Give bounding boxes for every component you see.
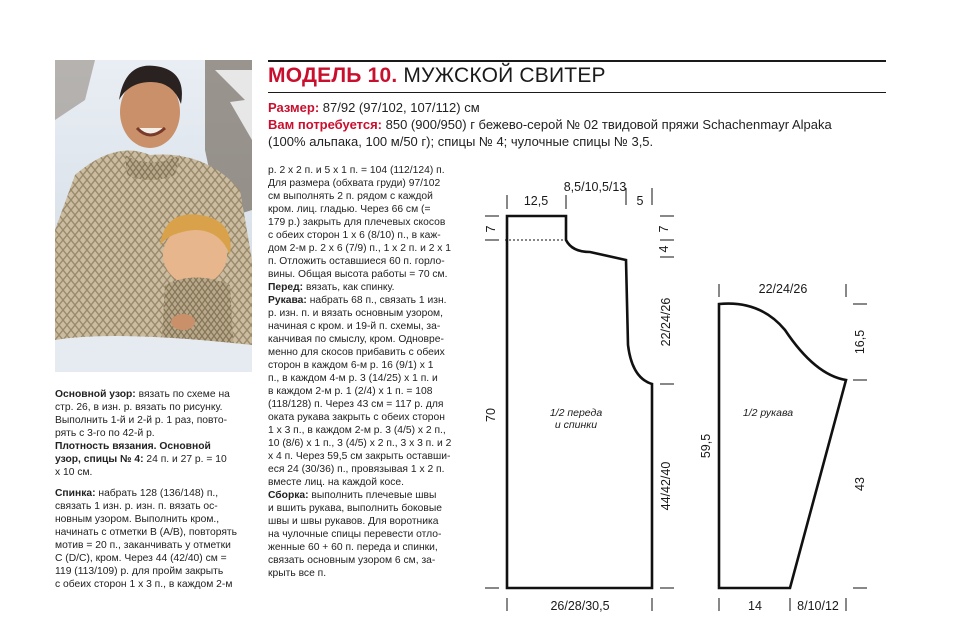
text-line: новным узором. Выполнить кром.,: [55, 514, 220, 525]
body-piece-label-1: 1/2 переда: [549, 407, 603, 419]
sleeve-bottom-a: 14: [748, 599, 762, 613]
text-line: стр. 26, в изн. р. вязать по рисунку.: [55, 402, 223, 413]
text-line: женные 60 + 60 п. переда и спинки,: [268, 542, 438, 553]
text-line: С (D/C), кром. Через 44 (42/40) см =: [55, 553, 227, 564]
sleeve-schematic: [699, 282, 867, 613]
text-line: 119 (113/109) р. для пройм закрыть: [55, 566, 224, 577]
needs-line-2: (100% альпака, 100 м/50 г); спицы № 4; чулочные спицы № 3,5.: [268, 134, 654, 149]
text-line: р. 2 х 2 п. и 5 х 1 п. = 104 (112/124) п.: [268, 165, 445, 176]
text-line: сторон в каждом 6-м р. 16 (9/1) х 1: [268, 360, 434, 371]
text-line: 179 р.) закрыть для плечевых скосов: [268, 217, 446, 228]
needs-label: Вам потребуется:: [268, 117, 382, 132]
body-neck-left: 7: [484, 225, 498, 233]
body-piece-label-2: и спинки: [554, 419, 598, 431]
text-line: х 4 п. Через 59,5 см закрыть оставши-: [268, 451, 451, 462]
title-model: МОДЕЛЬ 10.: [268, 64, 398, 87]
text-line: кром. лиц. гладью. Через 66 см (=: [268, 204, 431, 215]
body-bottom-width: 26/28/30,5: [550, 599, 610, 613]
body-left-shoulder: 12,5: [523, 194, 549, 208]
body-top-width: 8,5/10,5/13: [563, 180, 627, 194]
body-side-height: 44/42/40: [659, 461, 673, 511]
text-line: начинать с отметки В (А/В), повторять: [55, 527, 237, 538]
bold-term: Спинка:: [55, 488, 96, 499]
text-line: Выполнить 1-й и 2-й р. 1 раз, повто-: [55, 415, 228, 426]
sleeve-total-height: 59,5: [699, 433, 713, 459]
text-line: Плотность вязания. Основной: [55, 441, 211, 452]
body-total-height: 70: [484, 408, 498, 422]
bold-term: Рукава:: [268, 295, 307, 306]
text-line: крыть все п.: [268, 568, 327, 579]
body-outline: [507, 216, 652, 588]
text-line: (118/128) п. Через 43 см = 117 р. для: [268, 399, 444, 410]
bold-term: Основной узор:: [55, 389, 136, 400]
text-line: 1 х 3 п., в каждом 2-м р. 3 (4/5) х 2 п.,: [268, 425, 446, 436]
body-right-shoulder: 5: [636, 194, 644, 208]
body-neck-right-a: 4: [657, 245, 671, 253]
text-line: рять с 3-го по 42-й р.: [55, 428, 155, 439]
text-run: выполнить плечевые швы: [308, 490, 437, 501]
text-line: связать основным узором 6 см, за-: [268, 555, 436, 566]
text-line: швы и швы рукавов. Для воротника: [268, 516, 439, 527]
text-line: дом 2-м р. 2 х 6 (7/9) п., 1 х 2 п. и 2 х 1: [268, 243, 452, 254]
text-run: вязать по схеме на: [135, 389, 230, 400]
size-value: 87/92 (97/102, 107/112) см: [322, 100, 480, 115]
text-line: Для размера (обхвата груди) 97/102: [268, 178, 441, 189]
text-line: п., в каждом 4-м р. 3 (14/25) х 1 п. и: [268, 373, 438, 384]
text-line: см выполнять 2 п. рядом с каждой: [268, 191, 433, 202]
text-run: набрать 68 п., связать 1 изн.: [306, 295, 447, 306]
text-line: с обеих сторон 1 х 6 (8/10) п., в каж-: [268, 230, 441, 241]
text-line: вместе лиц. на каждой косе.: [268, 477, 404, 488]
text-line: п. Отложить оставшиеся 60 п. горло-: [268, 256, 445, 267]
text-run: вязать, как спинку.: [303, 282, 395, 293]
text-line: р. изн. п. и вязать основным узором,: [268, 308, 443, 319]
sleeve-cap-height: 16,5: [853, 329, 867, 355]
text-line: менно для скосов прибавить с обеих: [268, 347, 445, 358]
bold-term: Сборка:: [268, 490, 309, 501]
text-line: начиная с кром. и 19-й п. схемы, за-: [268, 321, 441, 332]
text-line: мотив = 20 п., заканчивать у отметки: [55, 540, 231, 551]
sleeve-guides: [719, 284, 867, 611]
text-line: с обеих сторон 1 х 3 п., в каждом 2-м: [55, 579, 233, 590]
text-line: на чулочные спицы перевести отло-: [268, 529, 442, 540]
text-line: и вшить рукава, выполнить боковые: [268, 503, 442, 514]
text-line: вины. Общая высота работы = 70 см.: [268, 269, 448, 280]
text-line: оката рукава закрыть с обеих сторон: [268, 412, 445, 423]
text-line: канчивая по смыслу, кром. Одновре-: [268, 334, 444, 345]
body-armhole-height: 22/24/26: [659, 297, 673, 347]
sleeve-lower-height: 43: [853, 477, 867, 491]
text-line: х 10 см.: [55, 467, 93, 478]
sleeve-outline: [719, 304, 846, 588]
bold-term: узор, спицы № 4:: [55, 454, 144, 465]
sleeve-top-width: 22/24/26: [758, 282, 808, 296]
size-label: Размер:: [268, 100, 320, 115]
body-schematic: [484, 180, 674, 613]
text-line: еся 24 (30/36) п., провязывая 1 х 2 п.: [268, 464, 445, 475]
bold-term: Перед:: [268, 282, 304, 293]
text-line: связать 1 изн. р. изн. п. вязать ос-: [55, 501, 218, 512]
text-run: 24 п. и 27 р. = 10: [143, 454, 227, 465]
text-line: 10 (8/6) х 1 п., 3 (4/5) х 2 п., 3 х 3 п. и 2: [268, 438, 452, 449]
body-neck-right-b: 7: [657, 225, 671, 233]
text-line: в каждом 2-м р. 1 (2/4) х 1 п. = 108: [268, 386, 433, 397]
text-run: набрать 128 (136/148) п.,: [95, 488, 219, 499]
sleeve-piece-label: 1/2 рукава: [742, 407, 794, 419]
sleeve-bottom-b: 8/10/12: [797, 599, 839, 613]
needs-value-1: 850 (900/950) г бежево-серой № 02 твидовой пряжи Schachenmayr Alpaka: [385, 117, 832, 132]
title-name: МУЖСКОЙ СВИТЕР: [403, 64, 606, 87]
